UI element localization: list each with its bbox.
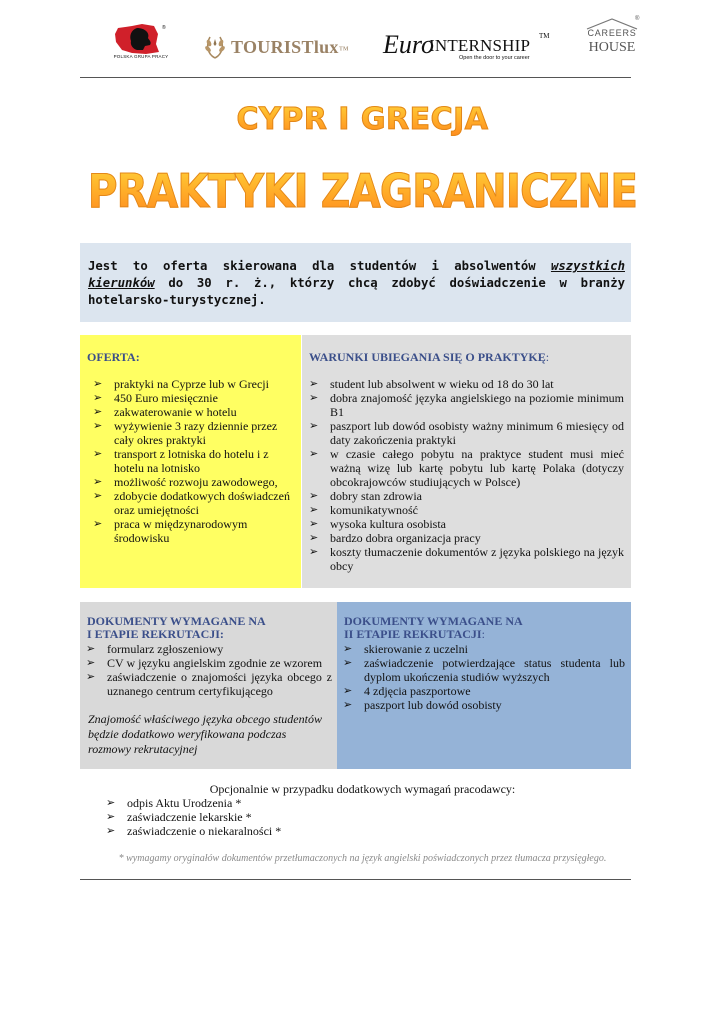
list-item: ➢ 4 zdjęcia paszportowe [343, 684, 625, 698]
careers-text: CAREERS [587, 28, 637, 38]
list-item: ➢ skierowanie z uczelni [343, 642, 625, 656]
offer-list [93, 377, 297, 545]
conditions-heading: WARUNKI UBIEGANIA SIĘ O PRAKTYKĘ: [309, 350, 550, 364]
conditions-list [309, 377, 624, 573]
list-item: ➢ zaświadczenie o niekaralności * [106, 824, 506, 838]
list-item: ➢ paszport lub dowód osobisty ważny minimum 6 miesięcy od daty zakończenia praktyki [309, 419, 624, 447]
list-item: ➢ zakwaterowanie w hotelu [93, 405, 297, 419]
list-item: ➢ bardzo dobra organizacja pracy [309, 531, 624, 545]
list-item: ➢ CV w języku angielskim zgodnie ze wzorem [86, 656, 332, 670]
list-item: ➢ zaświadczenie lekarskie * [106, 810, 506, 824]
poland-map-icon [112, 22, 170, 56]
list-item: ➢ zdobycie dodatkowych doświadczeń oraz umiejętności [93, 489, 297, 517]
docs-stage2-list [343, 642, 625, 712]
list-item: ➢ wyżywienie 3 razy dziennie przez cały okres praktyki [93, 419, 297, 447]
touristlux-logo [203, 33, 349, 61]
list-item: ➢ zaświadczenie o znajomości języka obcego z uznanego centrum certyfikującego [86, 670, 332, 698]
docs-stage2-heading: DOKUMENTY WYMAGANE NA II ETAPIE REKRUTACJI: [344, 614, 523, 641]
docs-stage1-panel [80, 602, 337, 769]
list-item: ➢ wysoka kultura osobista [309, 517, 624, 531]
trademark-mark: TM [539, 32, 550, 40]
footnote: * wymagamy oryginałów dokumentów przetłumaczonych na język angielski poświadczonych przez tłumacza przysięgłego. [118, 853, 607, 864]
list-item: ➢ zaświadczenie potwierdzające status studenta lub dyplom ukończenia studiów wyższych [343, 656, 625, 684]
list-item: ➢ formularz zgłoszeniowy [86, 642, 332, 656]
list-item: ➢ student lub absolwent w wieku od 18 do 30 lat [309, 377, 624, 391]
careers-house-logo [583, 18, 641, 62]
svg-text:®: ® [162, 25, 166, 31]
footer-divider [80, 879, 631, 880]
title-main: PRAKTYKI ZAGRANICZNE [44, 164, 682, 218]
docs-stage1-heading: DOKUMENTY WYMAGANE NA I ETAPIE REKRUTACJI: [87, 614, 266, 641]
list-item: ➢ dobra znajomość języka angielskiego na poziomie minimum B1 [309, 391, 624, 419]
list-item: ➢ w czasie całego pobytu na praktyce student musi mieć ważną wizę lub kartę pobytu lub kartę Polaka (dotyczy obcokrajowców studiujących w Polsce) [309, 447, 624, 489]
list-item: ➢ paszport lub dowód osobisty [343, 698, 625, 712]
internship-text: INTERNSHIP [429, 36, 531, 55]
docs-stage2-panel [337, 602, 631, 769]
section-gap [80, 588, 631, 602]
euro-tagline: Open the door to your career [459, 55, 530, 61]
intro-box [80, 243, 631, 322]
list-item: ➢ komunikatywność [309, 503, 624, 517]
polska-grupa-pracy-logo [112, 22, 170, 64]
intro-emphasis: wszystkich kierunków [88, 259, 625, 290]
optional-list [106, 796, 506, 838]
conditions-panel [302, 335, 631, 588]
title-destination: CYPR I GRECJA [0, 102, 725, 137]
list-item: ➢ odpis Aktu Urodzenia * [106, 796, 506, 810]
list-item: ➢ koszty tłumaczenie dokumentów z języka polskiego na język obcy [309, 545, 624, 573]
registered-mark: ® [635, 16, 640, 22]
list-item: ➢ możliwość rozwoju zawodowego, [93, 475, 297, 489]
offer-heading: OFERTA: [87, 350, 140, 364]
house-text: HOUSE [588, 40, 636, 55]
offer-panel [80, 335, 301, 588]
list-item: ➢ praktyki na Cyprze lub w Grecji [93, 377, 297, 391]
list-item: ➢ dobry stan zdrowia [309, 489, 624, 503]
pgp-logo-text: POLSKA GRUPA PRACY [113, 54, 169, 59]
docs-stage1-list [86, 642, 332, 698]
list-item: ➢ praca w międzynarodowym środowisku [93, 517, 297, 545]
intro-text: Jest to oferta skierowana dla studentów i absolwentów wszystkich kierunków do 30 r. ż., którzy chcą zdobyć doświadczenie w branży hotelarsko-turystycznej. [88, 259, 625, 307]
touristlux-wordmark: TOURISTlux™ [231, 36, 349, 57]
list-item: ➢ transport z lotniska do hotelu i z hotelu na lotnisko [93, 447, 297, 475]
euro-internship-logo [383, 28, 553, 68]
laurel-icon [203, 34, 227, 60]
language-verification-note: Znajomość właściwego języka obcego studentów będzie dodatkowo weryfikowana podczas rozmowy rekrutacyjnej [88, 712, 322, 756]
euro-script-text: Euro [383, 30, 435, 59]
list-item: ➢ 450 Euro miesięcznie [93, 391, 297, 405]
header-divider [80, 77, 631, 78]
optional-intro: Opcjonalnie w przypadku dodatkowych wymagań pracodawcy: [209, 782, 516, 796]
